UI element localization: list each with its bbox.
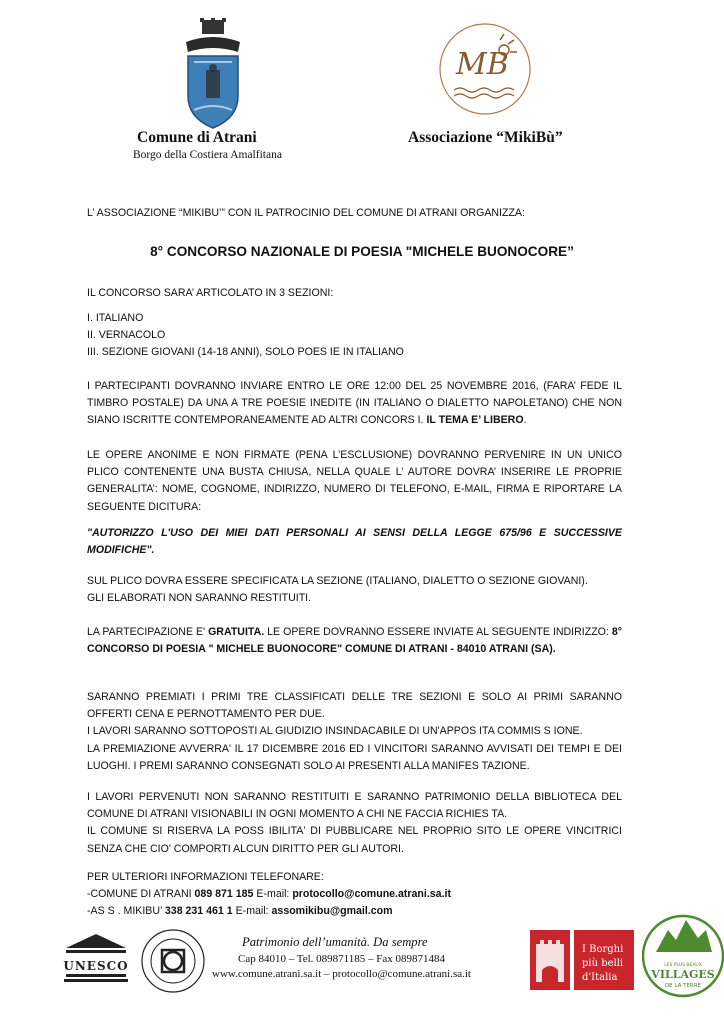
comune-email-link[interactable]: protocollo@comune.atrani.sa.it — [292, 888, 451, 901]
contest-title: 8° CONCORSO NAZIONALE DI POESIA "MICHELE BUONOCORE” — [150, 244, 574, 259]
privacy-quote: "AUTORIZZO L'USO DEI MIEI DATI PERSONALI AI SENSI DELLA LEGGE 675/96 E SUCCESSIVE MODIFICHE". — [87, 527, 622, 557]
logo-monogram: MB — [456, 47, 509, 82]
footer-tagline: Patrimonio dell’umanità. Da sempre — [242, 935, 428, 949]
svg-text:d'Italia: d'Italia — [582, 972, 618, 983]
world-heritage-seal-icon — [140, 928, 206, 994]
comune-subtitle: Borgo della Costiera Amalfitana — [133, 149, 282, 161]
svg-text:LES PLUS BEAUX: LES PLUS BEAUX — [664, 963, 702, 968]
postal-address: 8° CONCORSO DI POESIA " MICHELE BUONOCORE" COMUNE DI ATRANI - 84010 ATRANI (SA). — [87, 626, 622, 656]
footer-website: www.comune.atrani.sa.it – protocollo@comune.atrani.sa.it — [212, 968, 471, 980]
assoc-email-link[interactable]: assomikibu@gmail.com — [271, 905, 393, 918]
svg-text:VILLAGES: VILLAGES — [651, 968, 715, 981]
unesco-logo-icon — [62, 930, 130, 986]
mikibu-logo-icon — [438, 18, 532, 120]
section-item: I. ITALIANO — [87, 312, 144, 324]
library-paragraph: I LAVORI PERVENUTI NON SARANNO RESTITUITI E SARANNO PATRIMONIO DELLA BIBLIOTECA DEL COMUNE DI ATRANI VISIONABILI IN OGNI MOMENTO A CHI NE FACCIA RICHIES TA. IL COMUNE SI RISERVA LA POSS IBILITA' DI PUBBLICARE NEL PROPRIO SITO LE OPERE VINCITRICI SENZA CHE CIO' COMPORTI ALCUN DIRITTO PER GLI AUTORI. — [87, 791, 622, 855]
participation-paragraph: LA PARTECIPAZIONE E' GRATUITA. LE OPERE DOVRANNO ESSERE INVIATE AL SEGUENTE INDIRIZZO: 8° CONCORSO DI POESIA " MICHELE BUONOCORE" COMUNE DI ATRANI - 84010 ATRANI (SA). — [87, 626, 622, 656]
svg-text:I Borghi: I Borghi — [582, 944, 624, 955]
footer-contacts: Cap 84010 – Tel. 089871185 – Fax 089871484 — [238, 953, 446, 965]
assoc-phone: 338 231 461 1 — [164, 905, 233, 918]
theme-free: IL TEMA E’ LIBERO — [426, 414, 524, 427]
associazione-title: Associazione “MikiBù” — [408, 129, 563, 146]
contacts-block: PER ULTERIORI INFORMAZIONI TELEFONARE: -COMUNE DI ATRANI 089 871 185 E-mail: protocollo@comune.atrani.sa.it -AS S . MIKIBU’ 338 231 461 1 E-mail: assomikibu@gmail.com — [87, 871, 451, 918]
svg-text:DE LA TERRE: DE LA TERRE — [664, 983, 702, 989]
deadline-paragraph: I PARTECIPANTI DOVRANNO INVIARE ENTRO LE ORE 12:00 DEL 25 NOVEMBRE 2016, (FARA’ FEDE IL TIMBRO POSTALE) DA UNA A TRE POESIE INEDITE (IN ITALIANO O DIALETTO NAPOLETANO) CHE NON SIANO ISCRITTE CONTEMPORANEAMENTE AD ALTRI CONCORS I. IL TEMA E’ LIBERO. — [87, 380, 622, 427]
prizes-paragraph: SARANNO PREMIATI I PRIMI TRE CLASSIFICATI DELLE TRE SEZIONI E SOLO AI PRIMI SARANNO OFFERTI CENA E PERNOTTAMENTO PER DUE. I LAVORI SARANNO SOTTOPOSTI AL GIUDIZIO INSINDACABILE DI UN'APPOS ITA COMMIS S IONE. LA PREMIAZIONE AVVERRA' IL 17 DICEMBRE 2016 ED I VINCITORI SARANNO AVVISATI DEI TEMPI E DEI LUOGHI. I PREMI SARANNO CONSEGNATI SOLO AI PRESENTI ALLA MANIFES TAZIONE. — [87, 691, 622, 772]
section-item: III. SEZIONE GIOVANI (14-18 ANNI), SOLO POES IE IN ITALIANO — [87, 346, 404, 359]
comune-phone: 089 871 185 — [194, 888, 254, 901]
atrani-crest-icon — [180, 18, 246, 130]
svg-text:più belli: più belli — [582, 958, 624, 969]
sections-list — [87, 310, 622, 362]
anonymous-paragraph: LE OPERE ANONIME E NON FIRMATE (PENA L’ESCLUSIONE) DOVRANNO PERVENIRE IN UN UNICO PLICO CONTENENTE UNA BUSTA CHIUSA, NELLA QUALE L’ AUTORE DOVRA’ INSERIRE LE PROPRIE GENERALITA’: NOME, COGNOME, INDIRIZZO, NUMERO DI TELEFONO, E-MAIL, FIRMA E RIPORTARE LA SEGUENTE DICITURA: — [87, 449, 622, 513]
intro-line: L’ ASSOCIAZIONE “MIKIBU’” CON IL PATROCINIO DEL COMUNE DI ATRANI ORGANIZZA: — [87, 207, 525, 219]
villages-de-la-terre-logo-icon — [642, 908, 724, 1004]
svg-text:UNESCO: UNESCO — [63, 959, 129, 973]
comune-title: Comune di Atrani — [137, 129, 257, 146]
section-item: II. VERNACOLO — [87, 329, 166, 342]
sections-intro: IL CONCORSO SARA’ ARTICOLATO IN 3 SEZIONI: — [87, 287, 334, 299]
plico-paragraph: SUL PLICO DOVRA ESSERE SPECIFICATA LA SEZIONE (ITALIANO, DIALETTO O SEZIONE GIOVANI). GLI ELABORATI NON SARANNO RESTITUITI. — [87, 575, 588, 605]
borghi-italia-logo-icon — [530, 924, 634, 996]
